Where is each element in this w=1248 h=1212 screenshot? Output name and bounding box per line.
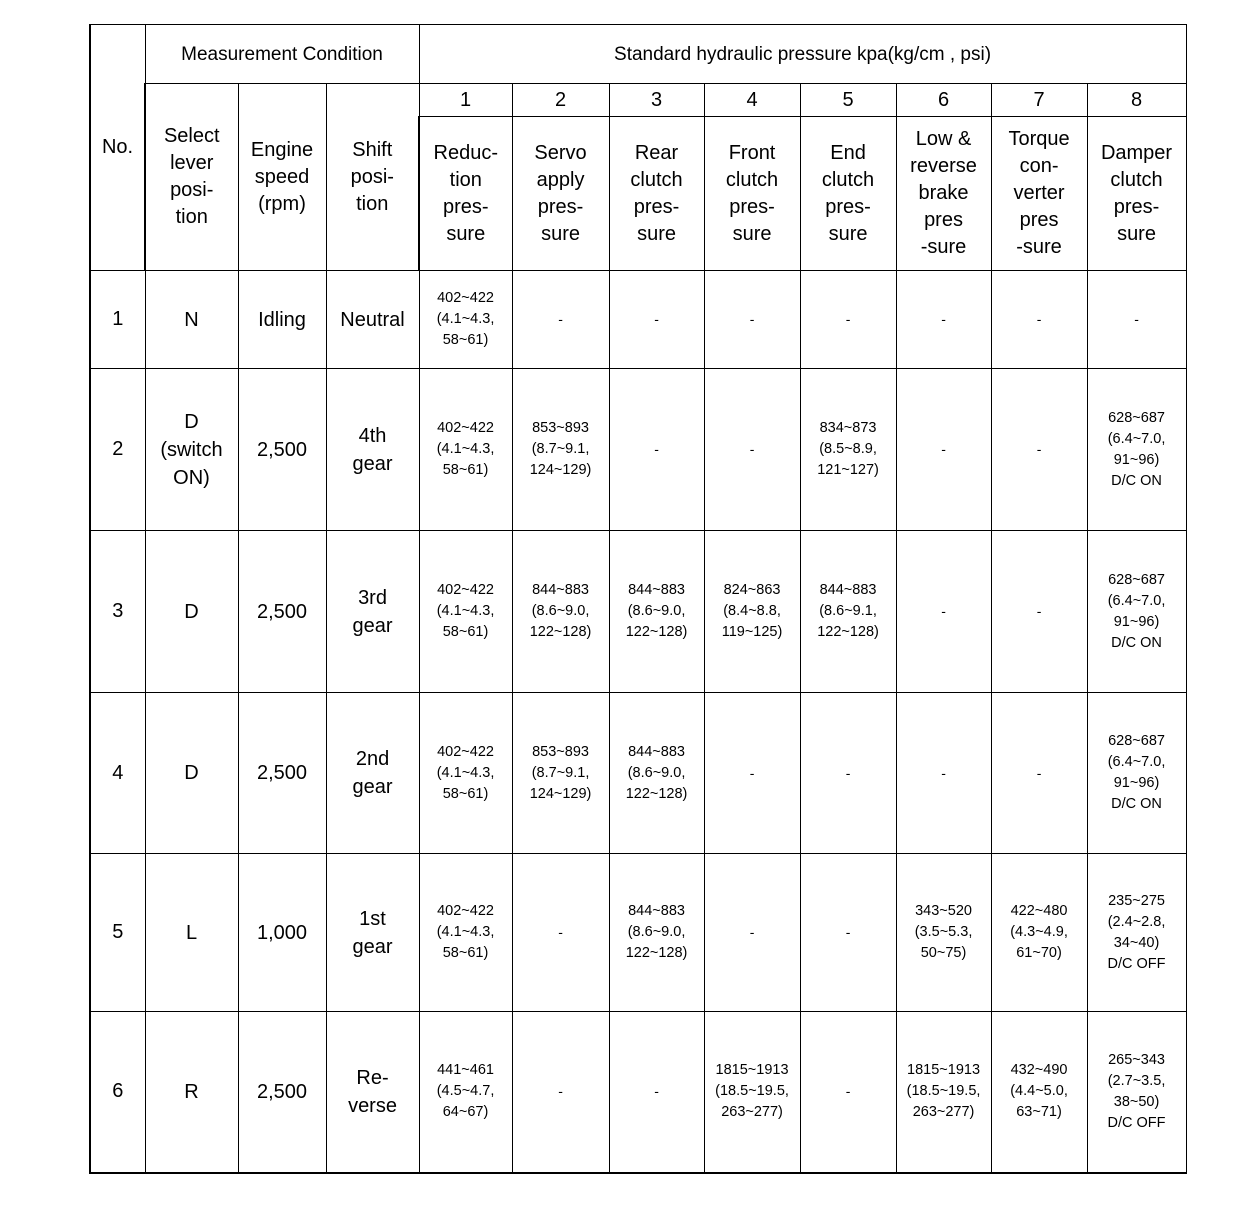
cell-line: - — [941, 311, 946, 327]
pressure-column-name — [419, 117, 512, 271]
pressure-value — [419, 369, 512, 531]
hydraulic-pressure-table — [89, 24, 1187, 1174]
cell-line: (8.6~9.1, — [819, 603, 877, 619]
cell-line: sure — [637, 222, 676, 245]
engine-speed: 2,500 — [238, 693, 326, 854]
cell-line: con- — [1019, 155, 1059, 177]
cell-line: (8.6~9.0, — [627, 764, 686, 781]
row-number: 2 — [90, 369, 145, 531]
header-shift-position — [326, 84, 419, 271]
engine-speed: 2,500 — [238, 531, 326, 693]
cell-line: 122~128) — [529, 624, 592, 640]
cell-line: pres — [1019, 209, 1059, 231]
cell-line: 263~277) — [721, 1104, 783, 1121]
engine-speed: 2,500 — [238, 369, 326, 531]
cell-line: L — [185, 921, 198, 944]
cell-line: D — [184, 600, 199, 623]
header-no: No. — [90, 25, 145, 271]
cell-line: -sure — [1016, 236, 1062, 258]
cell-line: - — [1036, 441, 1042, 457]
cell-line: 628~687 — [1108, 733, 1165, 749]
shift-position — [326, 693, 419, 854]
cell-line: 34~40) — [1113, 934, 1160, 951]
cell-line: 124~129) — [529, 462, 592, 478]
shift-position — [326, 271, 419, 369]
pressure-column-number — [991, 84, 1087, 117]
cell-line: (8.7~9.1, — [531, 764, 590, 781]
cell-line: brake — [918, 182, 969, 204]
cell-line: Damper — [1100, 141, 1173, 164]
cell-line: 61~70) — [1016, 945, 1062, 961]
cell-line: Shift — [352, 138, 393, 161]
cell-line: - — [1036, 603, 1042, 619]
shift-position — [326, 531, 419, 693]
cell-line: Servo — [534, 141, 587, 164]
cell-line: 58~61) — [442, 332, 489, 348]
cell-line: Torque — [1008, 128, 1070, 150]
row-number: 3 — [90, 531, 145, 693]
cell-line: - — [749, 764, 755, 781]
cell-line: 441~461 — [437, 1062, 494, 1079]
engine-speed: 1,000 — [238, 854, 326, 1012]
pressure-value — [896, 854, 991, 1012]
cell-line: - — [845, 1083, 851, 1100]
column-number: 3 — [650, 88, 663, 111]
pressure-value — [1087, 531, 1186, 693]
cell-line: 122~128) — [625, 945, 688, 961]
pressure-value — [896, 1012, 991, 1173]
cell-line: - — [654, 441, 659, 457]
cell-line: (18.5~19.5, — [906, 1083, 981, 1100]
cell-line: 38~50) — [1113, 1093, 1160, 1110]
cell-line: (4.5~4.7, — [436, 1083, 495, 1100]
cell-line: Low & — [915, 128, 972, 150]
cell-line: R — [184, 1080, 199, 1103]
cell-line: pres- — [825, 195, 871, 218]
cell-line: - — [941, 603, 946, 619]
select-lever-position — [145, 531, 238, 693]
table-row — [90, 854, 1186, 1012]
cell-line: pres- — [537, 195, 584, 218]
select-lever-position — [145, 369, 238, 531]
cell-line: 122~128) — [625, 624, 688, 640]
cell-line: 58~61) — [442, 785, 489, 802]
pressure-column-number — [704, 84, 800, 117]
cell-line: (8.6~9.0, — [627, 603, 686, 619]
cell-line: clutch — [630, 168, 683, 191]
cell-line: End — [830, 141, 866, 164]
cell-line: (4.3~4.9, — [1010, 924, 1068, 940]
select-lever-position — [145, 271, 238, 369]
cell-line: speed — [254, 165, 310, 188]
cell-line: 402~422 — [437, 903, 494, 919]
pressure-value — [609, 531, 704, 693]
cell-line: 3rd — [358, 586, 387, 609]
cell-line: 50~75) — [920, 945, 967, 961]
cell-line: 265~343 — [1108, 1051, 1165, 1068]
cell-line: - — [558, 1083, 563, 1100]
pressure-value — [704, 369, 800, 531]
cell-line: 853~893 — [532, 743, 589, 760]
pressure-value — [1087, 271, 1186, 369]
cell-line: (3.5~5.3, — [914, 924, 973, 940]
cell-line: reverse — [910, 155, 977, 177]
pressure-value — [800, 693, 896, 854]
cell-line: 235~275 — [1108, 892, 1165, 909]
pressure-value — [512, 369, 609, 531]
pressure-value — [419, 693, 512, 854]
pressure-value — [419, 531, 512, 693]
cell-line: ON) — [173, 466, 210, 489]
pressure-value — [896, 369, 991, 531]
pressure-value — [991, 1012, 1087, 1173]
cell-line: - — [749, 924, 755, 940]
cell-line: (8.4~8.8, — [723, 603, 781, 619]
cell-line: D/C ON — [1111, 796, 1162, 812]
pressure-value — [800, 854, 896, 1012]
cell-line: 263~277) — [912, 1104, 975, 1121]
pressure-value — [609, 693, 704, 854]
pressure-value — [512, 531, 609, 693]
column-number: 8 — [1130, 88, 1143, 111]
pressure-value — [1087, 693, 1186, 854]
cell-line: Select — [163, 125, 220, 147]
cell-line: sure — [446, 222, 486, 245]
cell-line: Re- — [356, 1066, 389, 1089]
select-lever-position — [145, 854, 238, 1012]
cell-line: 844~883 — [628, 582, 685, 598]
cell-line: -sure — [920, 236, 967, 258]
row-number: 1 — [90, 271, 145, 369]
pressure-value — [991, 369, 1087, 531]
cell-line: 844~883 — [628, 903, 685, 919]
pressure-value — [1087, 1012, 1186, 1173]
cell-line: gear — [352, 614, 393, 637]
column-number: 6 — [937, 88, 950, 111]
cell-line: - — [558, 924, 563, 940]
column-number: 2 — [554, 88, 567, 111]
cell-line: pres- — [729, 195, 775, 218]
cell-line: lever — [170, 152, 214, 174]
cell-line: verter — [1013, 182, 1065, 204]
pressure-column-number — [609, 84, 704, 117]
cell-line: - — [845, 924, 851, 940]
pressure-column-number — [512, 84, 609, 117]
cell-line: apply — [536, 168, 585, 191]
header-select-lever — [145, 84, 238, 271]
cell-line: 58~61) — [442, 945, 489, 961]
pressure-column-name — [704, 117, 800, 271]
cell-line: D — [184, 762, 199, 784]
table-row — [90, 271, 1186, 369]
cell-line: 402~422 — [437, 582, 494, 598]
pressure-value — [512, 271, 609, 369]
cell-line: 402~422 — [437, 290, 494, 306]
pressure-column-number — [800, 84, 896, 117]
cell-line: (rpm) — [258, 192, 306, 215]
cell-line: sure — [1117, 222, 1156, 245]
engine-speed: Idling — [238, 271, 326, 369]
cell-line: (8.6~9.0, — [627, 924, 686, 940]
cell-line: gear — [352, 935, 393, 958]
row-number: 4 — [90, 693, 145, 854]
row-number: 6 — [90, 1012, 145, 1173]
pressure-value — [991, 854, 1087, 1012]
cell-line: Neutral — [340, 308, 405, 331]
pressure-value — [800, 369, 896, 531]
pressure-value — [704, 271, 800, 369]
cell-line: 1815~1913 — [907, 1062, 981, 1079]
pressure-value — [704, 1012, 800, 1173]
header-engine-speed — [238, 84, 326, 271]
cell-line: - — [845, 311, 851, 327]
pressure-value — [800, 531, 896, 693]
cell-line: 1st — [359, 907, 386, 930]
cell-line: Reduc- — [433, 141, 499, 164]
cell-line: D/C ON — [1111, 634, 1162, 651]
cell-line: 64~67) — [442, 1104, 489, 1121]
cell-line: - — [1036, 311, 1042, 327]
pressure-value — [512, 693, 609, 854]
cell-line: pres- — [1113, 195, 1160, 218]
cell-line: - — [941, 764, 946, 781]
cell-line: posi- — [350, 165, 394, 188]
table-row — [90, 531, 1186, 693]
pressure-column-name — [896, 117, 991, 271]
pressure-value — [896, 271, 991, 369]
cell-line: D — [184, 410, 199, 433]
pressure-value — [991, 271, 1087, 369]
pressure-value — [1087, 369, 1186, 531]
pressure-value — [609, 369, 704, 531]
cell-line: 844~883 — [819, 582, 877, 598]
engine-speed: 2,500 — [238, 1012, 326, 1173]
cell-line: (4.1~4.3, — [436, 311, 495, 327]
cell-line: 121~127) — [817, 462, 879, 478]
header-row-top — [90, 25, 1186, 84]
cell-line: 122~128) — [625, 785, 688, 802]
pressure-value — [896, 693, 991, 854]
pressure-value — [704, 531, 800, 693]
cell-line: - — [749, 441, 755, 457]
cell-line: - — [941, 441, 946, 457]
header-measurement-condition: Measurement Condition — [145, 25, 419, 84]
cell-line: 63~71) — [1016, 1104, 1062, 1121]
pressure-column-number — [419, 84, 512, 117]
cell-line: D/C OFF — [1107, 955, 1166, 972]
cell-line: verse — [348, 1094, 397, 1117]
cell-line: (6.4~7.0, — [1107, 754, 1166, 770]
row-number: 5 — [90, 854, 145, 1012]
cell-line: gear — [352, 776, 393, 798]
column-number: 5 — [842, 88, 854, 111]
cell-line: clutch — [821, 168, 875, 191]
cell-line: (4.4~5.0, — [1010, 1083, 1068, 1100]
cell-line: 58~61) — [442, 462, 489, 478]
cell-line: pres — [924, 209, 963, 231]
cell-line: (2.4~2.8, — [1107, 913, 1166, 930]
column-number: 1 — [459, 88, 472, 111]
cell-line: sure — [828, 222, 868, 245]
pressure-value — [1087, 854, 1186, 1012]
cell-line: (4.1~4.3, — [436, 924, 495, 940]
pressure-value — [419, 1012, 512, 1173]
cell-line: 628~687 — [1108, 409, 1165, 426]
cell-line: sure — [541, 222, 580, 245]
cell-line: 124~129) — [529, 785, 592, 802]
select-lever-position — [145, 1012, 238, 1173]
cell-line: (4.1~4.3, — [436, 441, 495, 457]
shift-position — [326, 369, 419, 531]
pressure-column-name — [1087, 117, 1186, 271]
pressure-column-name — [512, 117, 609, 271]
pressure-value — [991, 693, 1087, 854]
header-standard-pressure: Standard hydraulic pressure kpa(kg/cm , psi) — [419, 25, 1186, 84]
pressure-column-name — [991, 117, 1087, 271]
cell-line: posi- — [170, 179, 214, 201]
cell-line: (8.7~9.1, — [531, 441, 590, 457]
cell-line: (6.4~7.0, — [1107, 430, 1166, 447]
cell-line: - — [749, 311, 755, 327]
pressure-value — [800, 1012, 896, 1173]
cell-line: Engine — [250, 138, 314, 161]
column-number: 7 — [1033, 88, 1045, 111]
pressure-value — [704, 854, 800, 1012]
cell-line: 834~873 — [819, 420, 877, 436]
pressure-value — [609, 854, 704, 1012]
table-row — [90, 369, 1186, 531]
cell-line: clutch — [725, 168, 779, 191]
cell-line: (2.7~3.5, — [1107, 1072, 1166, 1089]
cell-line: 402~422 — [437, 743, 494, 760]
cell-line: 91~96) — [1113, 451, 1160, 468]
pressure-value — [512, 1012, 609, 1173]
shift-position — [326, 1012, 419, 1173]
cell-line: 2nd — [355, 748, 390, 770]
select-lever-position — [145, 693, 238, 854]
cell-line: (18.5~19.5, — [715, 1083, 789, 1100]
cell-line: 824~863 — [723, 582, 781, 598]
column-number: 4 — [746, 88, 758, 111]
table-row — [90, 693, 1186, 854]
cell-line: 844~883 — [628, 743, 685, 760]
cell-line: - — [845, 764, 851, 781]
cell-line: tion — [449, 168, 482, 191]
cell-line: (6.4~7.0, — [1107, 592, 1166, 609]
cell-line: 58~61) — [442, 624, 489, 640]
cell-line: D/C OFF — [1107, 1114, 1166, 1131]
cell-line: D/C ON — [1111, 472, 1162, 489]
pressure-value — [419, 271, 512, 369]
cell-line: 853~893 — [532, 420, 589, 436]
cell-line: sure — [732, 222, 772, 245]
cell-line: Front — [728, 141, 776, 164]
cell-line: - — [654, 1083, 659, 1100]
cell-line: 844~883 — [532, 582, 589, 598]
cell-line: 4th — [358, 424, 387, 447]
pressure-column-name — [800, 117, 896, 271]
pressure-value — [609, 1012, 704, 1173]
cell-line: gear — [352, 452, 393, 475]
cell-line: pres- — [633, 195, 680, 218]
cell-line: 1815~1913 — [715, 1062, 789, 1079]
pressure-value — [704, 693, 800, 854]
pressure-value — [896, 531, 991, 693]
table-row — [90, 1012, 1186, 1173]
cell-line: clutch — [1110, 168, 1163, 191]
cell-line: 91~96) — [1113, 613, 1160, 630]
cell-line: tion — [356, 192, 389, 215]
cell-line: (switch — [160, 438, 223, 461]
cell-line: pres- — [442, 195, 489, 218]
pressure-column-name — [609, 117, 704, 271]
cell-line: N — [184, 308, 199, 331]
pressure-value — [991, 531, 1087, 693]
cell-line: 432~490 — [1010, 1062, 1068, 1079]
cell-line: (4.1~4.3, — [436, 603, 495, 619]
cell-line: (8.5~8.9, — [819, 441, 877, 457]
cell-line: - — [558, 311, 563, 327]
cell-line: - — [1134, 311, 1139, 327]
cell-line: Rear — [634, 141, 679, 164]
cell-line: 343~520 — [915, 903, 972, 919]
cell-line: (8.6~9.0, — [531, 603, 590, 619]
cell-line: - — [1036, 764, 1042, 781]
cell-line: 122~128) — [817, 624, 879, 640]
cell-line: (4.1~4.3, — [436, 764, 495, 781]
cell-line: - — [654, 311, 659, 327]
cell-line: 628~687 — [1108, 571, 1165, 588]
pressure-column-number — [1087, 84, 1186, 117]
cell-line: 119~125) — [721, 624, 783, 640]
pressure-value — [800, 271, 896, 369]
pressure-value — [512, 854, 609, 1012]
pressure-value — [419, 854, 512, 1012]
cell-line: 402~422 — [437, 420, 494, 436]
shift-position — [326, 854, 419, 1012]
header-row-numbers — [90, 84, 1186, 117]
cell-line: 91~96) — [1113, 775, 1160, 791]
cell-line: tion — [175, 206, 208, 228]
cell-line: 422~480 — [1010, 903, 1068, 919]
pressure-value — [609, 271, 704, 369]
pressure-column-number — [896, 84, 991, 117]
